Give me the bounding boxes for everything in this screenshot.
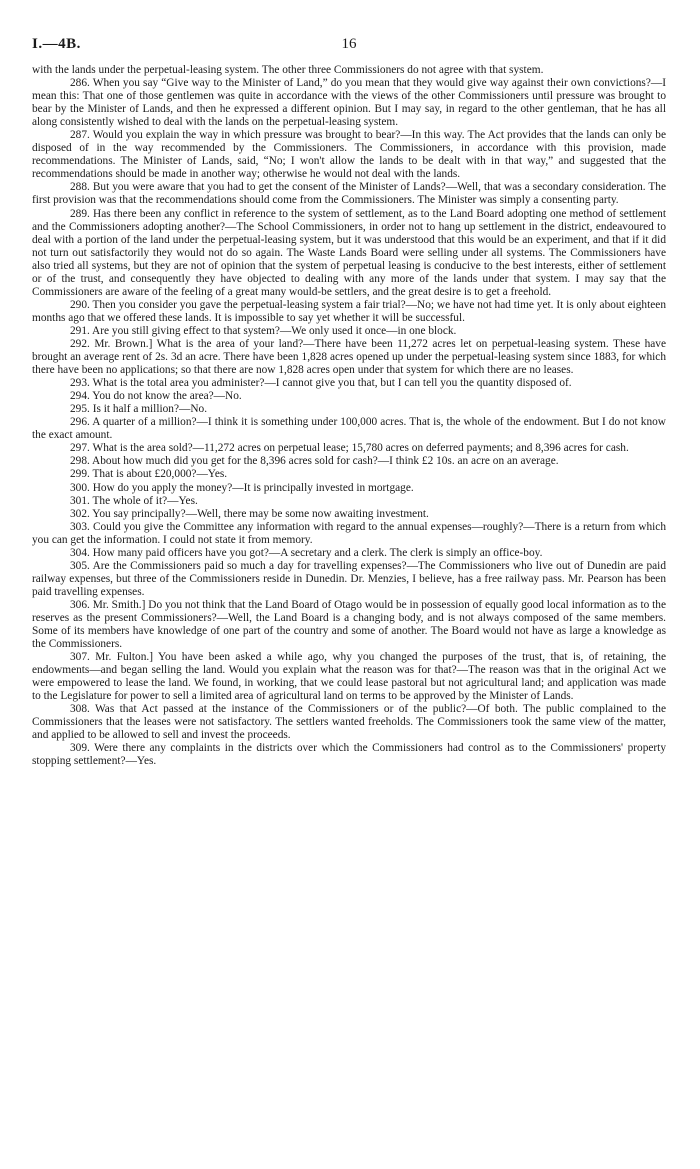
paragraph: with the lands under the perpetual-leasing system. The other three Commissioners do not agree with that system.: [32, 64, 544, 76]
paragraph: 304. How many paid officers have you got?—A secretary and a clerk. The clerk is simply an office-boy.: [70, 546, 543, 559]
paragraph: 292. Mr. Brown.] What is the area of your land?—There have been 11,272 acres let on perpetual-leasing system. These have brought an average rent of 2s. 3d an acre. There have been 1,828 acres opened up under the perpetual-leasing system since 1883, for which there have been no applications; so that there are now 1,828 acres open under that system for which there are no leases.: [32, 337, 666, 377]
paragraph: 307. Mr. Fulton.] You have been asked a while ago, why you changed the purposes of the trust, that is, of retaining, the endowments—and began selling the land. Would you explain what the reason was for that?—The reason was that in the original Act we were empowered to lease the land. We found, in working, that we could lease pastoral but not agricultural land; and application was made to the Legislature for power to sell a limited area of agricultural land on terms to be approved by the Minister of Lands.: [32, 651, 666, 703]
paragraph: 305. Are the Commissioners paid so much a day for travelling expenses?—The Commissioners who live out of Dunedin are paid railway expenses, but three of the Commissioners reside in Dunedin. Dr. Menzies, I believe, has a free railway pass. Mr. Pearson has been paid travelling expenses.: [32, 559, 666, 598]
paragraph: 286. When you say “Give way to the Minister of Land,” do you mean that they would give way against their own convictions?—I mean this: That one of those gentlemen was quite in accordance with the views of the other Commissioners until pressure was brought to bear by the Minister of Lands, and then he expressed a different opinion. But I may say, in regard to the other gentleman, that he has all along consistently wished to deal with the lands on the perpetual-leasing system.: [32, 77, 666, 129]
paper-reference: I.—4B.: [32, 36, 81, 52]
paragraph: 291. Are you still giving effect to that system?—We only used it once—in one block.: [70, 324, 457, 337]
paragraph: 288. But you were aware that you had to get the consent of the Minister of Lands?—Well, that was a secondary consideration. The first provision was that the recommendations should come from the Commissioners. The Minister was simply a consenting party.: [32, 181, 666, 207]
evidence-text: [32, 64, 666, 769]
paragraph: 303. Could you give the Committee any information with regard to the annual expenses—roughly?—There is a return from which you can get the information. I could not state it from memory.: [32, 520, 666, 546]
paragraph: 296. A quarter of a million?—I think it is something under 100,000 acres. That is, the whole of the endowment. But I do not know the exact amount.: [32, 416, 666, 442]
paragraph: 299. That is about £20,000?—Yes.: [70, 468, 228, 481]
page-header: [32, 36, 666, 58]
paragraph: 293. What is the total area you administer?—I cannot give you that, but I can tell you the quantity disposed of.: [70, 377, 572, 390]
paragraph: 300. How do you apply the money?—It is principally invested in mortgage.: [70, 481, 414, 494]
paragraph: 308. Was that Act passed at the instance of the Commissioners or of the public?—Of both. The public complained to the Commissioners that the leases were not satisfactory. The settlers wanted freeholds. The Commissioners took the same view of the matter, and applied to be allowed to sell and invest the proceeds.: [32, 703, 666, 742]
paragraph: 295. Is it half a million?—No.: [70, 403, 208, 416]
paragraph: 298. About how much did you get for the 8,396 acres sold for cash?—I think £2 10s. an acre on an average.: [70, 455, 559, 468]
paragraph: 297. What is the area sold?—11,272 acres on perpetual lease; 15,780 acres on deferred payments; and 8,396 acres for cash.: [70, 442, 629, 455]
paragraph: 309. Were there any complaints in the districts over which the Commissioners had control as to the Commissioners' property stopping settlement?—Yes.: [32, 742, 666, 768]
page-number: 16: [341, 36, 357, 52]
paragraph: 301. The whole of it?—Yes.: [70, 494, 198, 507]
paragraph: 287. Would you explain the way in which pressure was brought to bear?—In this way. The Act provides that the lands can only be disposed of in the way recommended by the Commissioners. The Commissioners, in accordance with this provision, made recommendations. The Minister of Lands, said, “No; I won't allow the lands to be dealt with in that way,” and suggested that the recommendations should be made in another way; otherwise he would not deal with the lands.: [32, 129, 666, 181]
paragraph: 302. You say principally?—Well, there may be some now awaiting investment.: [70, 507, 429, 520]
paragraph: 306. Mr. Smith.] Do you not think that the Land Board of Otago would be in possession of equally good local information as to the reserves as the present Commissioners?—Well, the Land Board is a changing body, and is not always composed of the same members. Some of its members have knowledge of one part of the country and some of another. The Board would not have as large a knowledge as the Commissioners.: [32, 598, 666, 651]
paragraph: 290. Then you consider you gave the perpetual-leasing system a fair trial?—No; we have not had time yet. It is only about eighteen months ago that we offered these lands. It is impossible to say yet whether it will be successful.: [32, 298, 666, 324]
paragraph: 289. Has there been any conflict in reference to the system of settlement, as to the Land Board adopting one method of settlement and the Commissioners adopting another?—The School Commissioners, in order not to hang up settlement in the district, endeavoured to deal with a portion of the land under the perpetual-leasing system, but it was understood that this would be an experiment, and that if it did not turn out satisfactorily they would not do so again. The Waste Lands Board were selling under all systems. The Commissioners have also tried all systems, but they are not of opinion that the system of perpetual leasing is conducive to the best interests, either of settlement or of the trust, and consequently they have objected to dealing with any more of the lands under that system. I may say that the Commissioners are aware of the feeling of a great many would-be settlers, and the great desire is to get a freehold.: [32, 207, 666, 298]
paragraph: 294. You do not know the area?—No.: [70, 390, 242, 403]
